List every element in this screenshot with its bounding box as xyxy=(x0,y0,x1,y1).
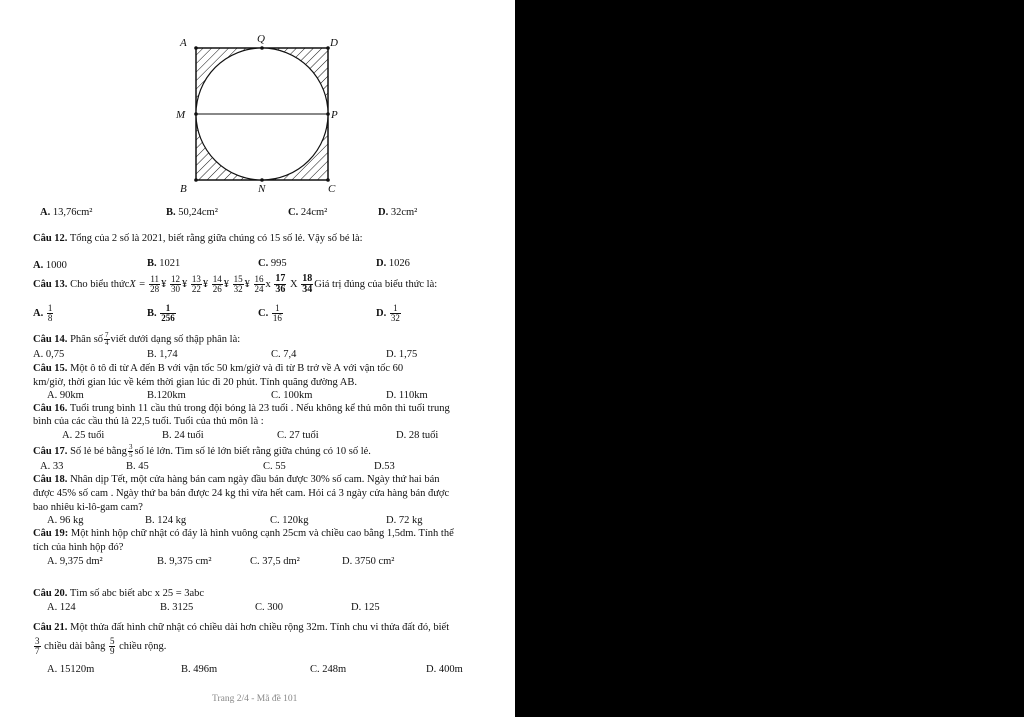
q13-option-c: C. $\frac{1}{16}$ xyxy=(258,303,282,323)
q18-question: Câu 18. Nhân dịp Tết, một cửa hàng bán cam ngày đầu bán được 30% số cam. Ngày thứ hai bán xyxy=(33,474,440,485)
q13-option-d: D. $\frac{1}{32}$ xyxy=(376,303,400,323)
page-footer: Trang 2/4 - Mã đề 101 xyxy=(212,694,298,704)
q19-option-d: D. 3750 cm² xyxy=(342,556,395,567)
q16-option-a: A. 25 tuổi xyxy=(62,430,105,441)
q17-option-d: D.53 xyxy=(374,461,395,472)
q19-question: Câu 19: Một hình hộp chữ nhật có đáy là hình vuông cạnh 25cm và chiều cao bằng 1,5dm. Tính thể xyxy=(33,528,454,539)
q18-option-a: A. 96 kg xyxy=(47,515,84,526)
q19-option-a: A. 9,375 dm² xyxy=(47,556,103,567)
q16-option-d: D. 28 tuổi xyxy=(396,430,439,441)
q15-question-line2: km/giờ, thời gian lúc về kém thời gian lúc đi 20 phút. Tính quãng đường AB. xyxy=(33,377,358,388)
label-D: D xyxy=(330,37,338,49)
q14-option-d: D. 1,75 xyxy=(386,349,418,360)
q17-question: Câu 17. Số lẻ bé bằng $\frac{3}{5}$ số lẻ lớn. Tìm số lẻ lớn biết rằng giữa chúng có 10 số lẻ. xyxy=(33,443,371,459)
q15-option-d: D. 110km xyxy=(386,390,428,401)
q18-option-b: B. 124 kg xyxy=(145,515,187,526)
label-M: M xyxy=(176,109,186,121)
q21-option-b: B. 496m xyxy=(181,664,218,675)
q21-option-d: D. 400m xyxy=(426,664,463,675)
q13-option-b: B. $\frac{1}{256}$ xyxy=(147,303,175,323)
q12-option-b: B. 1021 xyxy=(147,258,181,269)
q20-option-a: A. 124 xyxy=(47,602,76,613)
q12-option-a: A. 1000 xyxy=(33,260,67,271)
q11-option-c: C. 24cm² xyxy=(288,207,328,218)
label-N: N xyxy=(258,183,266,195)
label-A: A xyxy=(180,37,187,49)
q21-question: Câu 21. Một thửa đất hình chữ nhật có chiều dài hơn chiều rộng 32m. Tính chu vi thửa đất đó, biết xyxy=(33,622,450,633)
q15-option-c: C. 100km xyxy=(271,390,313,401)
q21-option-a: A. 15120m xyxy=(47,664,95,675)
q14-option-b: B. 1,74 xyxy=(147,349,178,360)
q17-option-c: C. 55 xyxy=(263,461,286,472)
q20-option-d: D. 125 xyxy=(351,602,380,613)
q11-option-b: B. 50,24cm² xyxy=(166,207,218,218)
q12-question: Câu 12. Tổng của 2 số là 2021, biết rằng giữa chúng có 15 số lẻ. Vậy số bé là: xyxy=(33,233,363,244)
q17-option-b: B. 45 xyxy=(126,461,149,472)
q19-option-b: B. 9,375 cm² xyxy=(157,556,212,567)
q18-option-d: D. 72 kg xyxy=(386,515,423,526)
q14-question: Câu 14. Phân số $\frac{7}{4}$ viết dưới dạng số thập phân là: xyxy=(33,331,241,347)
q20-option-c: C. 300 xyxy=(255,602,284,613)
q19-option-c: C. 37,5 dm² xyxy=(250,556,300,567)
q13-question: Câu 13. Cho biểu thứcX = $\frac{11}{28}$ ¥ $\frac{12}{30}$ ¥ $\frac{13}{22}$ ¥ $\frac{14}{26}$ ¥ $\frac{15}{32}$ ¥ $\frac{16}{24}$ x $\frac{17}{36}$ X $\frac{18}{34}$ Giá trị đúng của biểu thức là: xyxy=(33,273,438,295)
q12-option-d: D. 1026 xyxy=(376,258,410,269)
geometry-figure xyxy=(170,30,350,195)
q16-option-c: C. 27 tuổi xyxy=(277,430,319,441)
label-C: C xyxy=(328,183,336,195)
label-P: P xyxy=(331,109,338,121)
q11-option-d: D. 32cm² xyxy=(378,207,418,218)
label-B: B xyxy=(180,183,187,195)
q16-option-b: B. 24 tuổi xyxy=(162,430,204,441)
q18-option-c: C. 120kg xyxy=(270,515,309,526)
q12-option-c: C. 995 xyxy=(258,258,287,269)
blank-area xyxy=(515,0,1024,717)
q16-question: Câu 16. Tuổi trung bình 11 cầu thủ trong đội bóng là 23 tuổi . Nếu không kể thủ môn thì tuổi trung xyxy=(33,403,450,414)
label-Q: Q xyxy=(257,33,265,45)
q21-option-c: C. 248m xyxy=(310,664,347,675)
q13-option-a: A. $\frac{1}{8}$ xyxy=(33,303,53,323)
q14-option-a: A. 0,75 xyxy=(33,349,65,360)
q18-question-line3: bao nhiêu ki-lô-gam cam? xyxy=(33,502,143,513)
q16-question-line2: bình của các cầu thủ là 22,5 tuổi. Tuổi của thủ môn là : xyxy=(33,416,264,427)
q20-option-b: B. 3125 xyxy=(160,602,194,613)
q14-option-c: C. 7,4 xyxy=(271,349,297,360)
q19-question-line2: tích của hình hộp đó? xyxy=(33,542,124,553)
q15-option-a: A. 90km xyxy=(47,390,84,401)
q15-option-b: B.120km xyxy=(147,390,186,401)
q21-question-line2: $\frac{3}{7}$ chiều dài bằng $\frac{5}{9}$ chiều rộng. xyxy=(35,636,167,656)
q11-option-a: A. 13,76cm² xyxy=(40,207,93,218)
q20-question: Câu 20. Tìm số abc biết abc x 25 = 3abc xyxy=(33,588,205,599)
q17-option-a: A. 33 xyxy=(40,461,64,472)
q15-question: Câu 15. Một ô tô đi từ A đến B với vận tốc 50 km/giờ và đi từ B trở về A với vận tốc 60 xyxy=(33,363,404,374)
q18-question-line2: được 45% số cam . Ngày thứ ba bán được 24 kg thì vừa hết cam. Hỏi cả 3 ngày cửa hàng bán được xyxy=(33,488,450,499)
